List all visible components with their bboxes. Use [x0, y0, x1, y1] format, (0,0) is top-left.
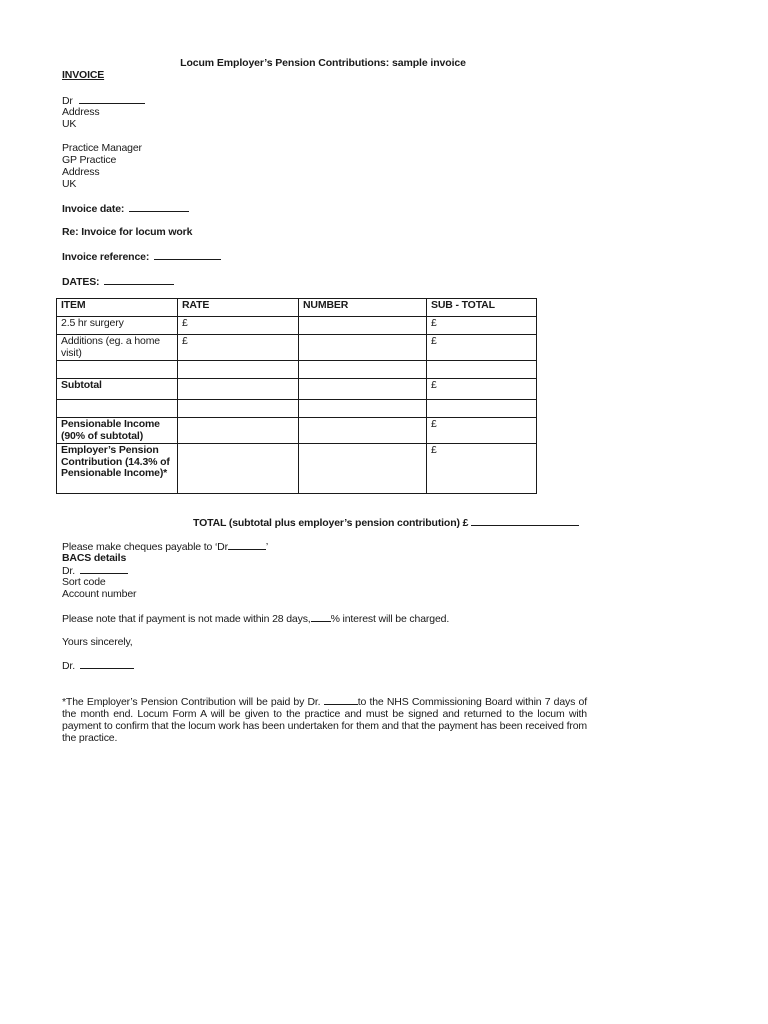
recipient-line3: Address: [62, 166, 100, 178]
sender-dr-label: Dr: [62, 95, 73, 107]
cell-rate: £: [178, 335, 299, 361]
invoice-heading: INVOICE: [62, 69, 105, 81]
sender-country: UK: [62, 118, 77, 130]
cell-subtotal: £: [427, 335, 537, 361]
cheques-close: ’: [265, 541, 269, 553]
cell-number: [299, 400, 427, 418]
cell-item: Pensionable Income (90% of subtotal): [57, 418, 178, 444]
header-rate: RATE: [178, 299, 299, 317]
table-header-row: [57, 299, 537, 317]
dates-blank: [104, 275, 174, 285]
cell-rate: [178, 400, 299, 418]
invoice-reference-label: Invoice reference:: [62, 251, 150, 263]
table-row: [57, 400, 537, 418]
cell-subtotal: £: [427, 444, 537, 494]
cell-subtotal: £: [427, 379, 537, 400]
cell-rate: [178, 444, 299, 494]
cell-subtotal: £: [427, 317, 537, 335]
cell-rate: [178, 379, 299, 400]
total-blank: [471, 516, 579, 526]
table-row: [57, 335, 537, 361]
invoice-date-label: Invoice date:: [62, 203, 125, 215]
total-line: [193, 516, 579, 529]
footnote: [62, 695, 587, 744]
interest-suffix: % interest will be charged.: [330, 613, 450, 625]
header-item: ITEM: [57, 299, 178, 317]
total-label: TOTAL (subtotal plus employer’s pension contribution) £: [193, 517, 469, 529]
invoice-table: [56, 298, 537, 494]
interest-line: [62, 612, 449, 625]
table-row: [57, 379, 537, 400]
signature-dr-label: Dr.: [62, 660, 75, 672]
bacs-heading: BACS details: [62, 552, 127, 564]
bacs-dr-blank: [80, 564, 128, 574]
cheques-blank: [228, 540, 266, 550]
footnote-blank: [324, 695, 358, 705]
cell-item: Employer’s Pension Contribution (14.3% of Pensionable Income)*: [57, 444, 178, 494]
cell-rate: [178, 361, 299, 379]
invoice-date: [62, 202, 189, 215]
cell-number: [299, 444, 427, 494]
invoice-reference: [62, 250, 221, 263]
cell-number: [299, 335, 427, 361]
header-number: NUMBER: [299, 299, 427, 317]
recipient-line1: Practice Manager: [62, 142, 142, 154]
cell-number: [299, 317, 427, 335]
cell-item: [57, 400, 178, 418]
cell-subtotal: [427, 361, 537, 379]
table-row: [57, 361, 537, 379]
sort-code: Sort code: [62, 576, 106, 588]
signature-dr: [62, 659, 134, 672]
cell-item: [57, 361, 178, 379]
interest-blank: [311, 612, 331, 622]
account-number: Account number: [62, 588, 137, 600]
dates: [62, 275, 174, 288]
cell-number: [299, 361, 427, 379]
table-row: [57, 317, 537, 335]
sender-name-blank: [79, 94, 145, 104]
footnote-rest: to the NHS Commissioning Board within 7 days of the month end. Locum Form A will be given to the practice and must be signed and returned to the locum with payment to confirm that the locum work has been undertaken for them and that the payment has been received from the practice.: [62, 696, 587, 744]
cell-subtotal: [427, 400, 537, 418]
cell-subtotal: £: [427, 418, 537, 444]
cell-number: [299, 418, 427, 444]
recipient-line4: UK: [62, 178, 77, 190]
document-title: Locum Employer’s Pension Contributions: sample invoice: [180, 57, 466, 69]
cell-number: [299, 379, 427, 400]
table-row: [57, 418, 537, 444]
interest-text: Please note that if payment is not made within 28 days,: [62, 613, 311, 625]
cell-item: Subtotal: [57, 379, 178, 400]
recipient-line2: GP Practice: [62, 154, 117, 166]
header-subtotal: SUB - TOTAL: [427, 299, 537, 317]
table-row: [57, 444, 537, 494]
cheques-text: Please make cheques payable to ‘Dr: [62, 541, 228, 553]
bacs-dr-label: Dr.: [62, 565, 75, 577]
invoice-date-blank: [129, 202, 189, 212]
cell-rate: [178, 418, 299, 444]
cell-rate: £: [178, 317, 299, 335]
dates-label: DATES:: [62, 276, 100, 288]
cell-item: Additions (eg. a home visit): [57, 335, 178, 361]
invoice-reference-blank: [154, 250, 221, 260]
closing: Yours sincerely,: [62, 636, 133, 648]
sender-address: Address: [62, 106, 100, 118]
footnote-text: *The Employer’s Pension Contribution will be paid by Dr.: [62, 696, 321, 708]
re-line: Re: Invoice for locum work: [62, 226, 193, 238]
signature-blank: [80, 659, 134, 669]
cell-item: 2.5 hr surgery: [57, 317, 178, 335]
